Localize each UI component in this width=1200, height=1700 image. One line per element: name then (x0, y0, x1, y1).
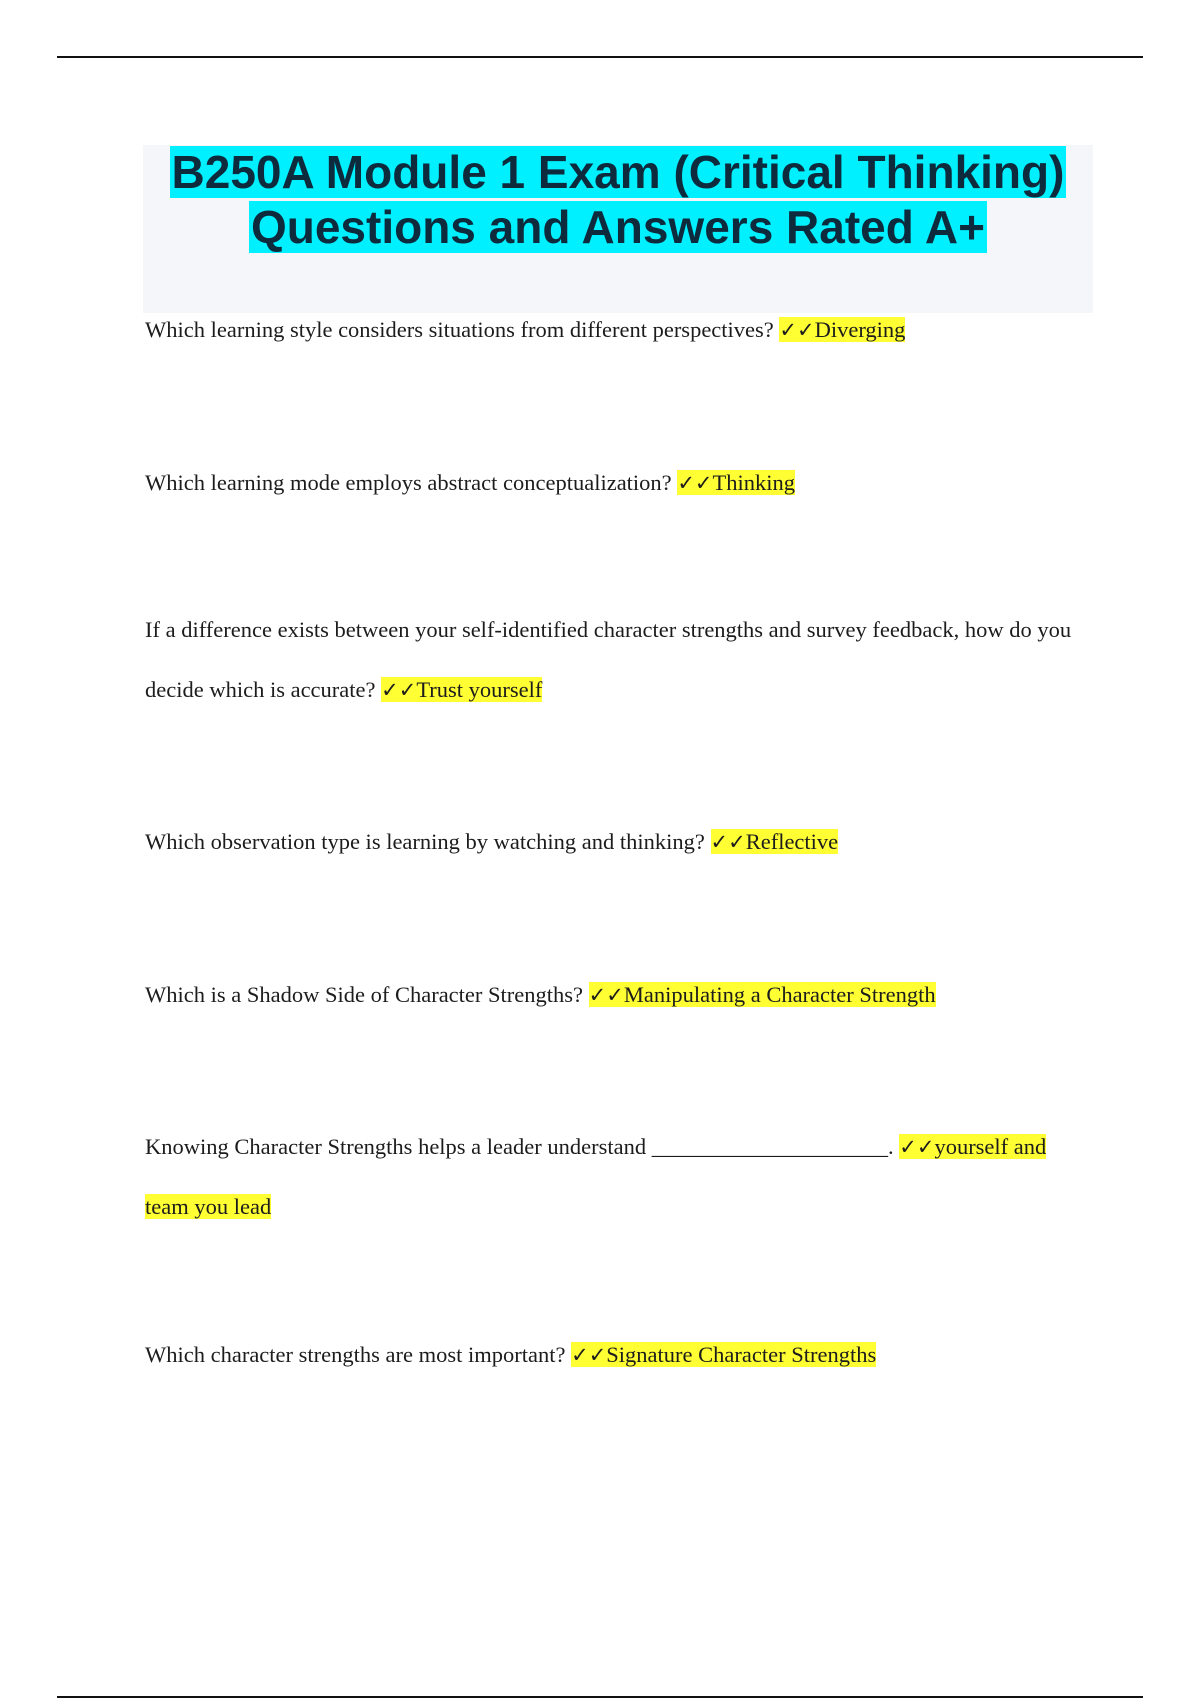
question-text: Knowing Character Strengths helps a leader understand _____________________. (145, 1134, 900, 1159)
page-title (143, 145, 1093, 255)
double-check-icon: ✓✓ (381, 678, 417, 702)
qa-item (145, 812, 1075, 872)
question-text: Which learning mode employs abstract conceptualization? (145, 470, 678, 495)
double-check-icon: ✓✓ (899, 1135, 935, 1159)
answer-highlight (779, 317, 905, 342)
header-rule (57, 56, 1143, 58)
answer-text: yourself and team you lead (145, 1134, 1047, 1219)
answer-highlight (571, 1342, 876, 1367)
answer-highlight (677, 470, 795, 495)
double-check-icon: ✓✓ (779, 318, 815, 342)
qa-item (145, 300, 1075, 360)
answer-text: Trust yourself (416, 677, 543, 702)
answer-highlight (589, 982, 936, 1007)
double-check-icon: ✓✓ (588, 983, 624, 1007)
double-check-icon: ✓✓ (710, 830, 746, 854)
question-text: Which observation type is learning by watching and thinking? (145, 829, 711, 854)
qa-item (145, 1117, 1075, 1237)
answer-text: Manipulating a Character Strength (623, 982, 936, 1007)
question-text: If a difference exists between your self-identified character strengths and survey feedback, how do you decide which is accurate? (145, 617, 1072, 702)
answer-text: Thinking (712, 470, 796, 495)
answer-text: Reflective (745, 829, 839, 854)
title-block (143, 145, 1093, 313)
question-text: Which is a Shadow Side of Character Strengths? (145, 982, 589, 1007)
qa-item (145, 600, 1075, 720)
question-text: Which character strengths are most important? (145, 1342, 572, 1367)
qa-item (145, 965, 1075, 1025)
double-check-icon: ✓✓ (677, 471, 713, 495)
question-text: Which learning style considers situations from different perspectives? (145, 317, 780, 342)
footer-rule (57, 1696, 1143, 1698)
double-check-icon: ✓✓ (571, 1343, 607, 1367)
title-line-2: Questions and Answers Rated A+ (250, 201, 986, 253)
answer-highlight (711, 829, 839, 854)
answer-highlight (381, 677, 542, 702)
qa-item (145, 1325, 1075, 1385)
title-line-1: B250A Module 1 Exam (Critical Thinking) (171, 146, 1065, 198)
answer-text: Diverging (814, 317, 906, 342)
qa-item (145, 453, 1075, 513)
answer-text: Signature Character Strengths (606, 1342, 877, 1367)
